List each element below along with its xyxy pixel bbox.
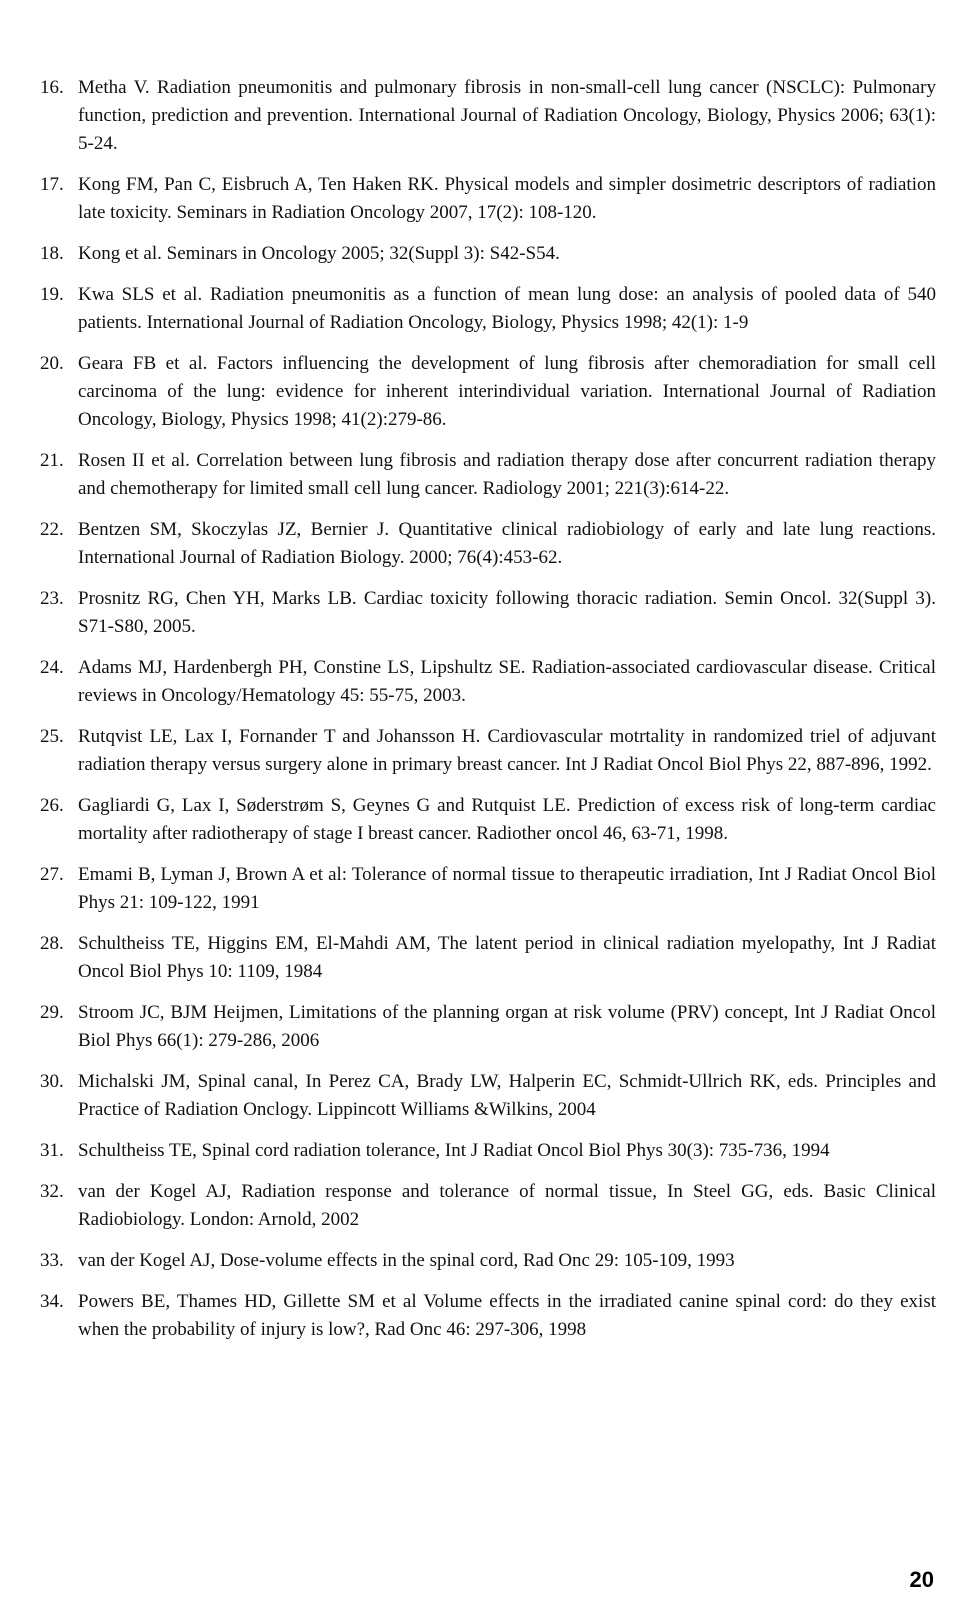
reference-text: Powers BE, Thames HD, Gillette SM et al Volume effects in the irradiated canine spinal cord: do they exist when the probability of injury is low?, Rad Onc 46: 297-306, 1998 (78, 1291, 936, 1340)
reference-text: Gagliardi G, Lax I, Søderstrøm S, Geynes G and Rutquist LE. Prediction of excess risk of long-term cardiac mortality after radiotherapy of stage I breast cancer. Radiother oncol 46, 63-71, 1998. (78, 795, 936, 844)
reference-number: 24. (40, 657, 64, 678)
reference-item (40, 1068, 936, 1124)
reference-text: Prosnitz RG, Chen YH, Marks LB. Cardiac toxicity following thoracic radiation. Semin Oncol. 32(Suppl 3). S71-S80, 2005. (78, 588, 936, 637)
reference-item (40, 861, 936, 917)
reference-number: 18. (40, 243, 64, 264)
reference-item (40, 281, 936, 337)
reference-text: Emami B, Lyman J, Brown A et al: Tolerance of normal tissue to therapeutic irradiation, Int J Radiat Oncol Biol Phys 21: 109-122, 1991 (78, 864, 936, 913)
reference-text: Kwa SLS et al. Radiation pneumonitis as a function of mean lung dose: an analysis of pooled data of 540 patients. International Journal of Radiation Oncology, Biology, Physics 1998; 42(1): 1-9 (78, 284, 936, 333)
page-number: 20 (909, 1567, 934, 1592)
reference-number: 25. (40, 726, 64, 747)
reference-text: van der Kogel AJ, Radiation response and tolerance of normal tissue, In Steel GG, eds. Basic Clinical Radiobiology. London: Arnold, 2002 (78, 1181, 936, 1230)
reference-item (40, 447, 936, 503)
reference-text: van der Kogel AJ, Dose-volume effects in the spinal cord, Rad Onc 29: 105-109, 1993 (78, 1250, 735, 1271)
reference-number: 23. (40, 588, 64, 609)
reference-number: 32. (40, 1181, 64, 1202)
reference-number: 31. (40, 1140, 64, 1161)
reference-text: Metha V. Radiation pneumonitis and pulmonary fibrosis in non-small-cell lung cancer (NSCLC): Pulmonary function, prediction and prevention. International Journal of Radiation Oncology, Biology, Physics 2006; 63(1): 5-24. (78, 77, 936, 154)
reference-number: 21. (40, 450, 64, 471)
reference-text: Kong FM, Pan C, Eisbruch A, Ten Haken RK. Physical models and simpler dosimetric descriptors of radiation late toxicity. Seminars in Radiation Oncology 2007, 17(2): 108-120. (78, 174, 936, 223)
reference-number: 29. (40, 1002, 64, 1023)
reference-number: 16. (40, 77, 64, 98)
reference-number: 27. (40, 864, 64, 885)
reference-list (40, 74, 936, 1357)
reference-item (40, 585, 936, 641)
reference-text: Kong et al. Seminars in Oncology 2005; 32(Suppl 3): S42-S54. (78, 243, 560, 264)
reference-number: 33. (40, 1250, 64, 1271)
reference-text: Rosen II et al. Correlation between lung fibrosis and radiation therapy dose after concurrent radiation therapy and chemotherapy for limited small cell lung cancer. Radiology 2001; 221(3):614-22. (78, 450, 936, 499)
reference-item (40, 930, 936, 986)
reference-item (40, 1178, 936, 1234)
reference-item (40, 516, 936, 572)
reference-item (40, 723, 936, 779)
reference-text: Rutqvist LE, Lax I, Fornander T and Johansson H. Cardiovascular motrtality in randomized triel of adjuvant radiation therapy versus surgery alone in primary breast cancer. Int J Radiat Oncol Biol Phys 22, 887-896, 1992. (78, 726, 936, 775)
reference-number: 30. (40, 1071, 64, 1092)
reference-number: 20. (40, 353, 64, 374)
reference-text: Geara FB et al. Factors influencing the development of lung fibrosis after chemoradiation for small cell carcinoma of the lung: evidence for inherent interindividual variation. International Journal of Radiation Oncology, Biology, Physics 1998; 41(2):279-86. (78, 353, 936, 430)
reference-text: Bentzen SM, Skoczylas JZ, Bernier J. Quantitative clinical radiobiology of early and late lung reactions. International Journal of Radiation Biology. 2000; 76(4):453-62. (78, 519, 936, 568)
reference-text: Adams MJ, Hardenbergh PH, Constine LS, Lipshultz SE. Radiation-associated cardiovascular disease. Critical reviews in Oncology/Hematology 45: 55-75, 2003. (78, 657, 936, 706)
reference-item (40, 999, 936, 1055)
reference-text: Stroom JC, BJM Heijmen, Limitations of the planning organ at risk volume (PRV) concept, Int J Radiat Oncol Biol Phys 66(1): 279-286, 2006 (78, 1002, 936, 1051)
reference-number: 26. (40, 795, 64, 816)
reference-text: Schultheiss TE, Spinal cord radiation tolerance, Int J Radiat Oncol Biol Phys 30(3): 735-736, 1994 (78, 1140, 830, 1161)
reference-item (40, 1247, 936, 1275)
reference-item (40, 792, 936, 848)
reference-number: 19. (40, 284, 64, 305)
reference-number: 34. (40, 1291, 64, 1312)
reference-item (40, 171, 936, 227)
reference-item (40, 74, 936, 158)
reference-item (40, 1288, 936, 1344)
reference-text: Michalski JM, Spinal canal, In Perez CA, Brady LW, Halperin EC, Schmidt-Ullrich RK, eds. Principles and Practice of Radiation Onclogy. Lippincott Williams &Wilkins, 2004 (78, 1071, 936, 1120)
reference-number: 17. (40, 174, 64, 195)
reference-number: 22. (40, 519, 64, 540)
reference-item (40, 240, 936, 268)
reference-item (40, 1137, 936, 1165)
reference-item (40, 350, 936, 434)
reference-number: 28. (40, 933, 64, 954)
reference-text: Schultheiss TE, Higgins EM, El-Mahdi AM, The latent period in clinical radiation myelopathy, Int J Radiat Oncol Biol Phys 10: 1109, 1984 (78, 933, 936, 982)
reference-item (40, 654, 936, 710)
